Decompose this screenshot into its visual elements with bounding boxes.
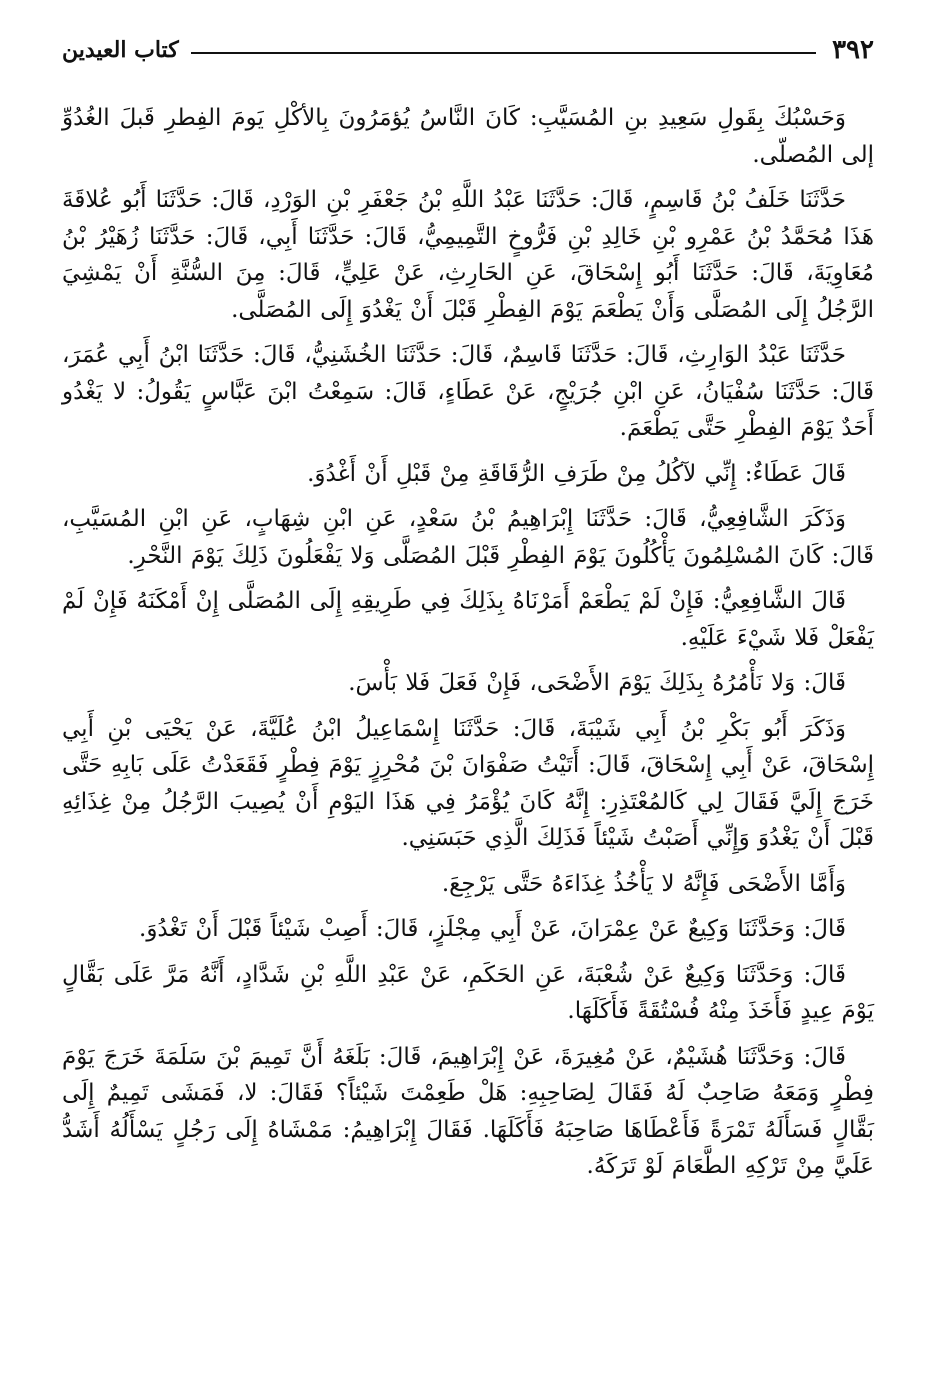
paragraph: قَالَ: وَحَدَّثَنَا وَكِيعٌ عَنْ عِمْرَانَ، عَنْ أَبِي مِجْلَزٍ، قَالَ: أَصِبْ شَيْئاً قَبْلَ أَنْ تَغْدُوَ.: [139, 916, 846, 942]
paragraph: قَالَ: وَحَدَّثَنَا وَكِيعٌ عَنْ شُعْبَةَ، عَنِ الحَكَمِ، عَنْ عَبْدِ اللَّهِ بْنِ شَدَّادٍ، أَنَّهُ مَرَّ عَلَى بَقَّالٍ يَوْمَ عِيدٍ فَأَخَذَ مِنْهُ فُسْتُقَةً فَأَكَلَهَا.: [62, 961, 874, 1024]
header-rule: [191, 52, 816, 54]
body-text: [62, 100, 874, 1185]
paragraph: وَذَكَرَ أَبُو بَكْرِ بْنُ أَبِي شَيْبَةَ، قَالَ: حَدَّثَنَا إِسْمَاعِيلُ ابْنُ عُلَيَّةَ، عَنْ يَحْيَى بْنِ أَبِي إِسْحَاقَ، عَنْ أَبِي إِسْحَاقَ، قَالَ: أَتَيْتُ صَفْوَانَ بْنَ مُحْرِزٍ يَوْمَ فِطْرٍ فَقَعَدْتُ عَلَى بَابِهِ حَتَّى خَرَجَ إِلَيَّ فَقَالَ لِي كَالمُعْتَذِرِ: إِنَّهُ كَانَ يُؤْمَرُ فِي هَذَا اليَوْمِ أَنْ يُصِيبَ الرَّجُلُ مِنْ غِذَائِهِ قَبْلَ أَنْ يَغْدُوَ وَإِنِّي أَصَبْتُ شَيْئاً فَذَلِكَ الَّذِي حَبَسَنِي.: [62, 715, 874, 851]
running-header: [62, 30, 874, 70]
page-number: ٣٩٢: [832, 35, 874, 65]
book-title: كتاب العيدين: [62, 37, 179, 63]
paragraph: قَالَ عَطَاءٌ: إِنِّي لآكُلُ مِنْ طَرَفِ الرُّقَاقَةِ مِنْ قَبْلِ أَنْ أَغْدُوَ.: [307, 460, 846, 487]
paragraph: حَدَّثَنَا خَلَفُ بْنُ قَاسِمٍ، قَالَ: حَدَّثَنَا عَبْدُ اللَّهِ بْنُ جَعْفَرِ بْنِ الوَرْدِ، قَالَ: حَدَّثَنَا أَبُو عُلاقَةَ هَذَا مُحَمَّدُ بْنُ عَمْرِو بْنِ خَالِدِ بْنِ فَرُّوخٍ التَّمِيمِيُّ، قَالَ: حَدَّثَنَا أَبِي، قَالَ: حَدَّثَنَا زُهَيْرُ بْنُ مُعَاوِيَةَ، قَالَ: حَدَّثَنَا أَبُو إِسْحَاقَ، عَنِ الحَارِثِ، عَنْ عَلِيٍّ، قَالَ: مِنَ السُّنَّةِ أَنْ يَمْشِيَ الرَّجُلُ إِلَى المُصَلَّى وَأَنْ يَطْعَمَ يَوْمَ الفِطْرِ قَبْلَ أَنْ يَغْدُوَ إِلَى المُصَلَّى.: [62, 187, 874, 323]
paragraph: قَالَ الشَّافِعِيُّ: فَإِنْ لَمْ يَطْعَمْ أَمَرْنَاهُ بِذَلِكَ فِي طَرِيقِهِ إِلَى المُصَلَّى إِنْ أَمْكَنَهُ فَإِنْ لَمْ يَفْعَلْ فَلا شَيْءَ عَلَيْهِ.: [62, 588, 874, 651]
paragraph: قَالَ: وَحَدَّثَنَا هُشَيْمٌ، عَنْ مُغِيرَةَ، عَنْ إِبْرَاهِيمَ، قَالَ: بَلَغَهُ أَنَّ تَمِيمَ بْنَ سَلَمَةَ خَرَجَ يَوْمَ فِطْرٍ وَمَعَهُ صَاحِبٌ لَهُ فَقَالَ لِصَاحِبِهِ: هَلْ طَعِمْتَ شَيْئاً؟ فَقَالَ: لا، فَمَشَى تَمِيمٌ إِلَى بَقَّالٍ فَسَأَلَهُ تَمْرَةً فَأَعْطَاهَا صَاحِبَهُ فَأَكَلَهَا. فَقَالَ إِبْرَاهِيمُ: مَمْشَاهُ إِلَى رَجُلٍ يَسْأَلُهُ أَشَدُّ عَلَيَّ مِنْ تَرْكِهِ الطَّعَامَ لَوْ تَرَكَهُ.: [62, 1043, 874, 1179]
book-page: [62, 30, 874, 1360]
paragraph: حَدَّثَنَا عَبْدُ الوَارِثِ، قَالَ: حَدَّثَنَا قَاسِمٌ، قَالَ: حَدَّثَنَا الخُشَنِيُّ، قَالَ: حَدَّثَنَا ابْنُ أَبِي عُمَرَ، قَالَ: حَدَّثَنَا سُفْيَانُ، عَنِ ابْنِ جُرَيْجٍ، عَنْ عَطَاءٍ، قَالَ: سَمِعْتُ ابْنَ عَبَّاسٍ يَقُولُ: لا يَغْدُو أَحَدٌ يَوْمَ الفِطْرِ حَتَّى يَطْعَمَ.: [62, 342, 874, 441]
paragraph: وَحَسْبُكَ بِقَولِ سَعِيدِ بنِ المُسَيَّبِ: كَانَ النَّاسُ يُؤمَرُونَ بِالأكْلِ يَومَ الفِطرِ قَبلَ الغُدُوِّ إلى المُصلّى.: [62, 105, 874, 168]
paragraph: وَأَمَّا الأَضْحَى فَإِنَّهُ لا يَأْخُذُ غِذَاءَهُ حَتَّى يَرْجِعَ.: [441, 870, 846, 897]
paragraph: قَالَ: وَلا نَأْمُرُهُ بِذَلِكَ يَوْمَ الأَضْحَى، فَإِنْ فَعَلَ فَلا بَأْسَ.: [348, 670, 846, 696]
paragraph: وَذَكَرَ الشَّافِعِيُّ، قَالَ: حَدَّثَنَا إِبْرَاهِيمُ بْنُ سَعْدٍ، عَنِ ابْنِ شِهَابٍ، عَنِ ابْنِ المُسَيَّبِ، قَالَ: كَانَ المُسْلِمُونَ يَأْكُلُونَ يَوْمَ الفِطْرِ قَبْلَ المُصَلَّى وَلا يَفْعَلُونَ ذَلِكَ يَوْمَ النَّحْرِ.: [62, 506, 874, 569]
